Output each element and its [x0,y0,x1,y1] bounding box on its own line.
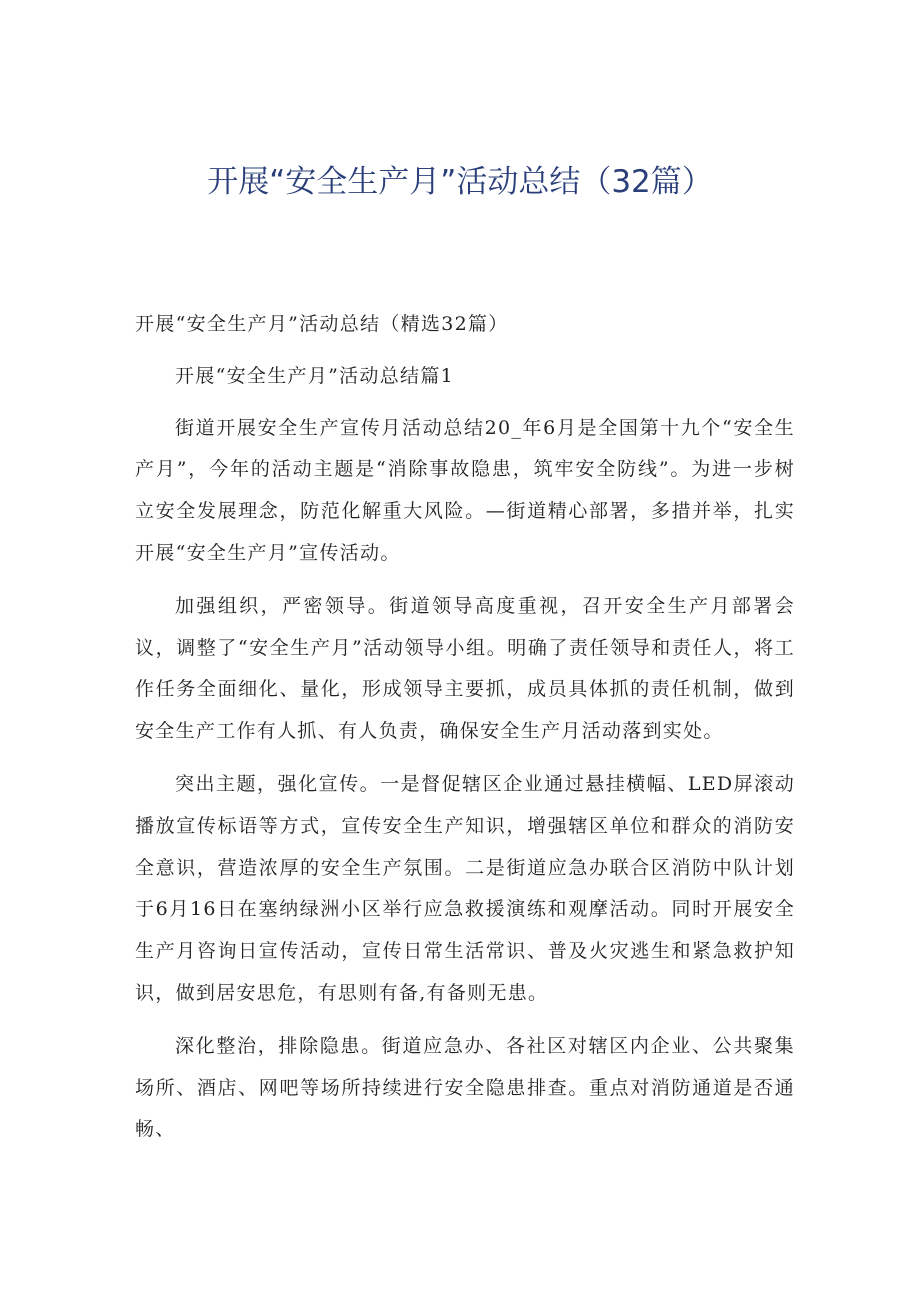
paragraph-4: 深化整治，排除隐患。街道应急办、各社区对辖区内企业、公共聚集场所、酒店、网吧等场所持续进行安全隐患排查。重点对消防通道是否通畅、 [135,1034,795,1141]
document-subtitle: 开展“安全生产月”活动总结（精选32篇） [135,313,509,335]
document-title: 开展“安全生产月”活动总结（32篇） [207,164,713,200]
paragraph-2: 加强组织，严密领导。街道领导高度重视，召开安全生产月部署会议，调整了“安全生产月”活动领导小组。明确了责任领导和责任人，将工作任务全面细化、量化，形成领导主要抓，成员具体抓的责任机制，做到安全生产工作有人抓、有人负责，确保安全生产月活动落到实处。 [135,594,795,743]
document-body [135,304,795,1151]
paragraph-3: 突出主题，强化宣传。一是督促辖区企业通过悬挂横幅、LED屏滚动播放宣传标语等方式，宣传安全生产知识，增强辖区单位和群众的消防安全意识，营造浓厚的安全生产氛围。二是街道应急办联合区消防中队计划于6月16日在塞纳绿洲小区举行应急救援演练和观摩活动。同时开展安全生产月咨询日宣传活动，宣传日常生活常识、普及火灾逃生和紧急救护知识，做到居安思危，有思则有备,有备则无患。 [135,772,795,1004]
paragraph-1: 街道开展安全生产宣传月活动总结20_年6月是全国第十九个“安全生产月”，今年的活动主题是“消除事故隐患，筑牢安全防线”。为进一步树立安全发展理念，防范化解重大风险。—街道精心部署，多措并举，扎实开展“安全生产月”宣传活动。 [135,416,795,564]
section-heading: 开展“安全生产月”活动总结篇1 [175,364,455,387]
